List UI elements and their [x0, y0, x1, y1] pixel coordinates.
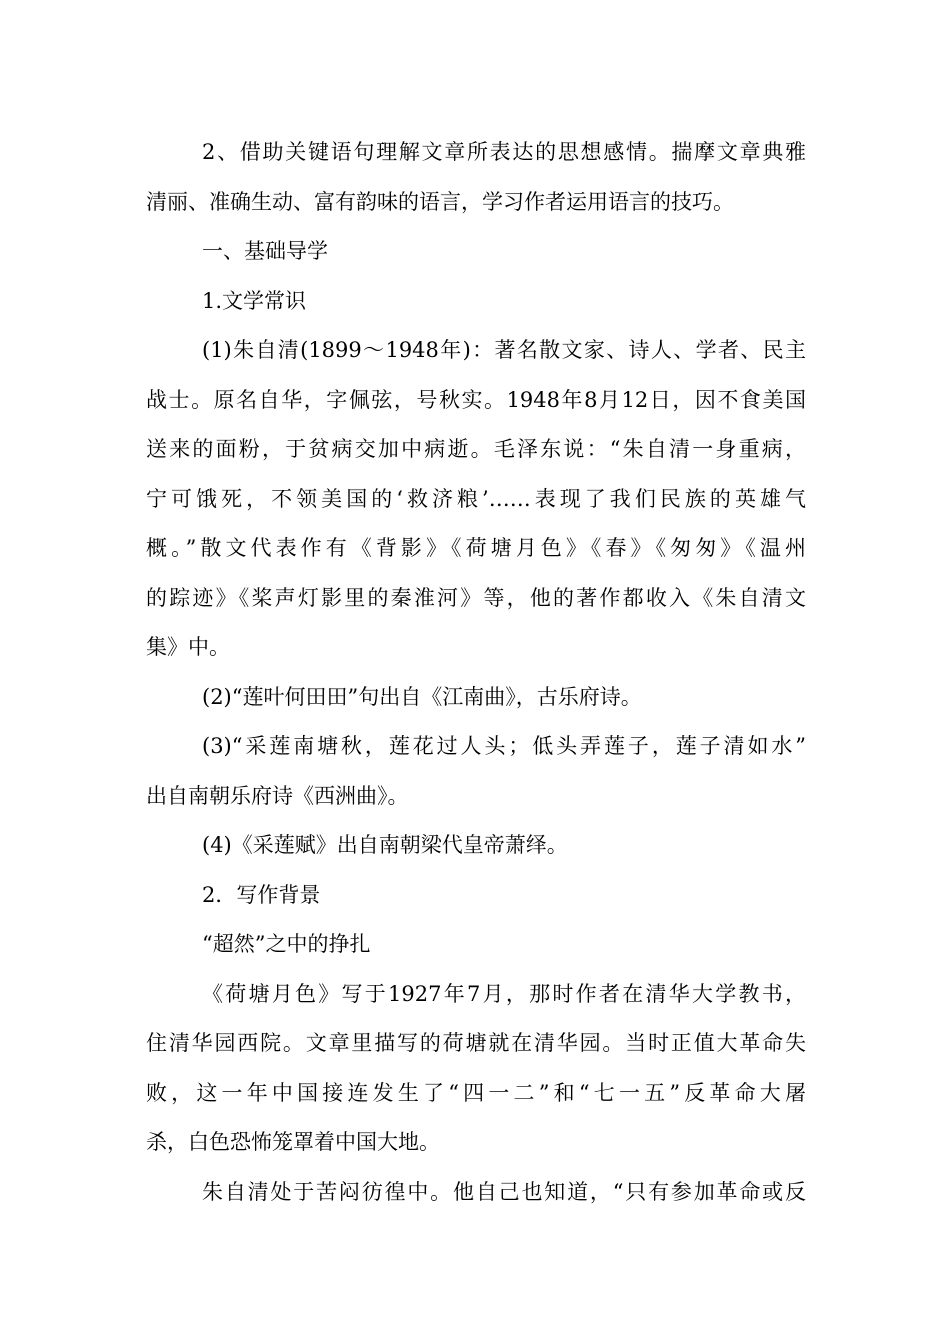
text-line: 集》中。 [146, 635, 230, 659]
text-line: 住清华园西院。文章里描写的荷塘就在清华园。当时正值大革命失 [146, 1031, 806, 1055]
text-line: 清丽、准确生动、富有韵味的语言，学习作者运用语言的技巧。 [146, 189, 734, 214]
text-line: 2、借助关键语句理解文章所表达的思想感情。揣摩文章典雅 [202, 140, 806, 164]
text-line: 宁可饿死，不领美国的‘救济粮’……表现了我们民族的英雄气 [146, 486, 806, 511]
text-line: 2．写作背景 [202, 882, 321, 907]
text-line: 出自南朝乐府诗《西洲曲》。 [146, 783, 409, 808]
text-line: 败，这一年中国接连发生了“四一二”和“七一五”反革命大屠 [146, 1080, 806, 1105]
text-line: 一、基础导学 [202, 239, 328, 263]
document-page [146, 128, 806, 1217]
text-line: 杀，白色恐怖笼罩着中国大地。 [146, 1130, 440, 1154]
text-line: 《荷塘月色》写于1927年7月，那时作者在清华大学教书， [202, 981, 806, 1006]
text-line: 送来的面粉，于贫病交加中病逝。毛泽东说：“朱自清一身重病， [146, 437, 806, 461]
text-line: 的踪迹》《桨声灯影里的秦淮河》等，他的著作都收入《朱自清文 [146, 585, 806, 610]
text-line: (4)《采莲赋》出自南朝梁代皇帝萧绎。 [202, 833, 568, 857]
text-line: (1)朱自清(1899～1948年)：著名散文家、诗人、学者、民主 [202, 338, 806, 362]
text-line: 朱自清处于苦闷彷徨中。他自己也知道，“只有参加革命或反 [202, 1179, 806, 1204]
text-line: 1.文学常识 [202, 288, 307, 313]
text-line: “超然”之中的挣扎 [202, 932, 371, 956]
text-line: 概。”散文代表作有《背影》《荷塘月色》《春》《匆匆》《温州 [146, 536, 806, 560]
text-line: (2)“莲叶何田田”句出自《江南曲》，古乐府诗。 [202, 684, 642, 709]
text-line: (3)“采莲南塘秋，莲花过人头；低头弄莲子，莲子清如水” [202, 734, 806, 758]
text-line: 战士。原名自华，字佩弦，号秋实。1948年8月12日，因不食美国 [146, 387, 806, 412]
